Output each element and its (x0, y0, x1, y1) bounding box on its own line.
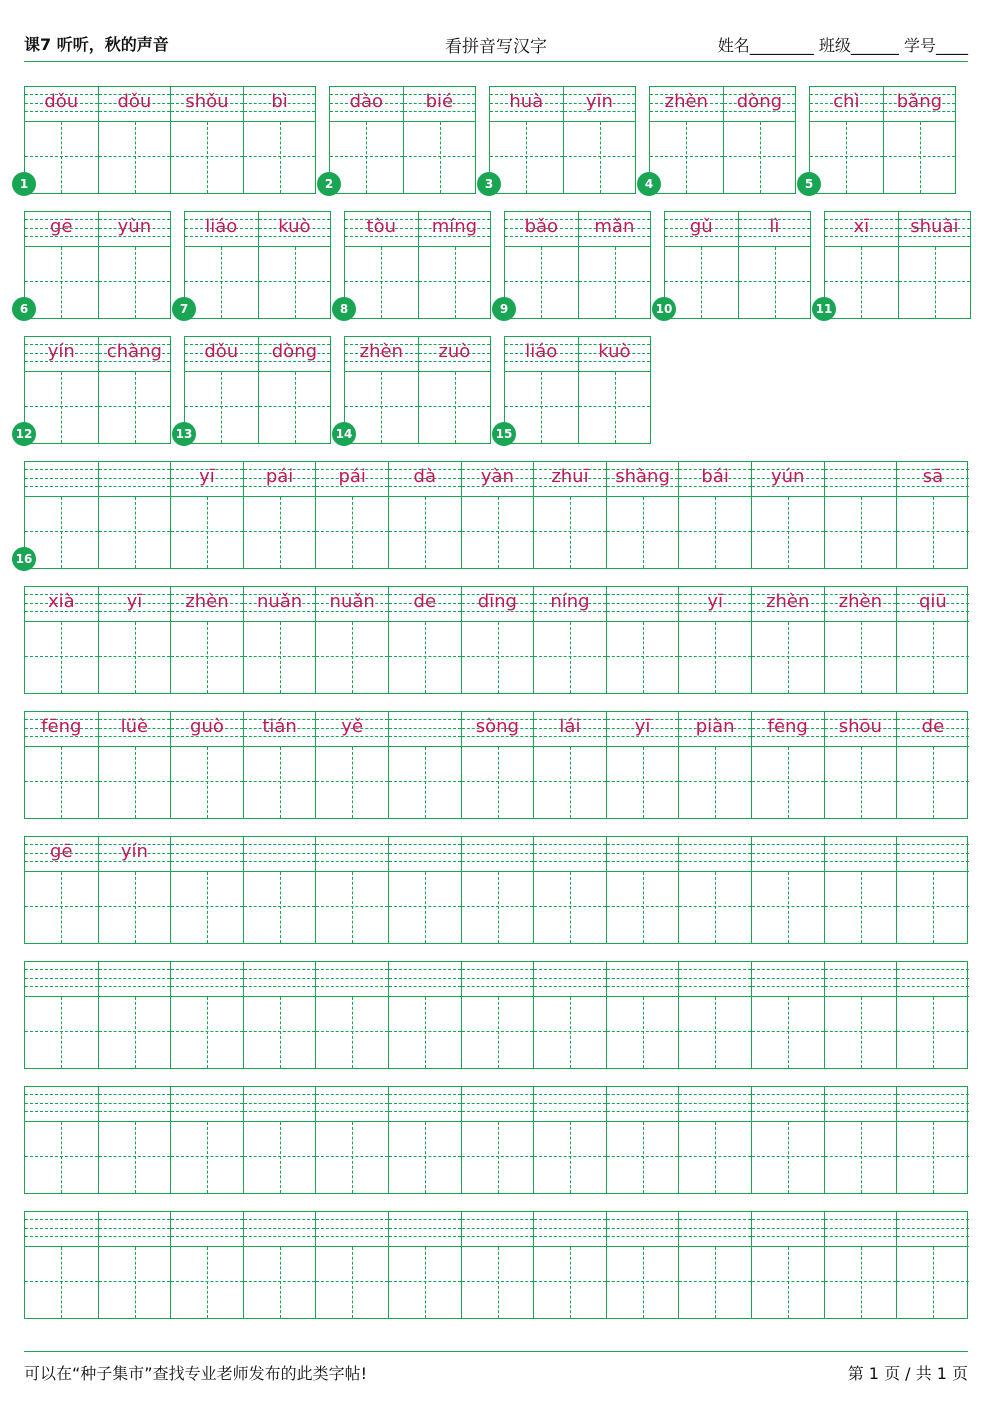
worksheet-title: 看拼音写汉字 (445, 37, 547, 57)
worksheet-header (24, 28, 968, 60)
pinyin-label: kuò (278, 216, 311, 237)
pinyin-lines (679, 837, 751, 872)
pinyin-label: zhuī (551, 466, 589, 487)
writing-cell[interactable] (533, 837, 606, 943)
pinyin-label: yīn (585, 91, 613, 112)
pinyin-label: guò (190, 716, 224, 737)
writing-cell[interactable] (723, 87, 796, 193)
question-number-badge: 8 (332, 297, 356, 321)
writing-cell[interactable] (896, 462, 969, 568)
writing-cell[interactable] (533, 962, 606, 1068)
pinyin-label: shōu (838, 716, 882, 737)
writing-cell[interactable] (533, 1087, 606, 1193)
pinyin-label: míng (431, 216, 478, 237)
writing-cell[interactable] (243, 837, 316, 943)
word-grid-1 (24, 86, 316, 194)
writing-cell[interactable] (824, 837, 897, 943)
pinyin-lines (897, 1212, 969, 1247)
pinyin-label: sòng (475, 716, 519, 737)
pinyin-label: dǒu (204, 341, 239, 362)
pinyin-label: shàng (615, 466, 670, 487)
pinyin-lines (752, 1087, 824, 1122)
header-divider (24, 61, 968, 62)
pinyin-label: zhèn (766, 591, 810, 612)
writing-cell[interactable] (388, 462, 461, 568)
writing-cell[interactable] (824, 1212, 897, 1318)
pinyin-lines (462, 1212, 534, 1247)
pinyin-lines (679, 962, 751, 997)
pinyin-label: bì (271, 91, 288, 112)
writing-cell[interactable] (243, 87, 316, 193)
writing-cell[interactable] (98, 87, 171, 193)
pinyin-label: de (921, 716, 945, 737)
pinyin-label: lái (559, 716, 581, 737)
pinyin-lines (825, 837, 897, 872)
pinyin-lines (534, 1087, 606, 1122)
pinyin-label: bái (701, 466, 729, 487)
pinyin-lines (389, 1212, 461, 1247)
writing-cell[interactable] (170, 587, 243, 693)
name-field: 姓名________ (717, 36, 814, 55)
pinyin-lines (897, 1087, 969, 1122)
writing-cell[interactable] (98, 337, 171, 443)
writing-cell[interactable] (578, 212, 651, 318)
pinyin-lines (462, 837, 534, 872)
writing-cell[interactable] (678, 1212, 751, 1318)
pinyin-lines (825, 1087, 897, 1122)
pinyin-label: yī (634, 716, 651, 737)
writing-cell[interactable] (98, 1212, 171, 1318)
writing-cell[interactable] (170, 712, 243, 818)
pinyin-label: shuài (910, 216, 959, 237)
pinyin-label: yín (47, 341, 75, 362)
question-number-badge: 3 (477, 172, 501, 196)
pinyin-label: zhèn (838, 591, 882, 612)
pinyin-label: liáo (525, 341, 558, 362)
pinyin-lines (389, 962, 461, 997)
question-number-badge: 5 (797, 172, 821, 196)
writing-cell[interactable] (170, 1087, 243, 1193)
writing-cell[interactable] (170, 1212, 243, 1318)
question-number-badge: 14 (332, 422, 356, 446)
writing-cell[interactable] (98, 712, 171, 818)
passage-row-5 (24, 961, 968, 1069)
writing-cell[interactable] (751, 962, 824, 1068)
pinyin-lines (316, 837, 388, 872)
word-grid-10 (664, 211, 811, 319)
writing-cell[interactable] (650, 87, 723, 193)
pinyin-lines (534, 1212, 606, 1247)
writing-cell[interactable] (678, 462, 751, 568)
pinyin-label: dòng (271, 341, 318, 362)
pinyin-lines (171, 962, 243, 997)
pinyin-label: chì (833, 91, 860, 112)
pinyin-lines (99, 962, 171, 997)
pinyin-label: dào (349, 91, 384, 112)
writing-cell[interactable] (345, 212, 418, 318)
writing-cell[interactable] (825, 212, 898, 318)
question-number-badge: 2 (317, 172, 341, 196)
word-grid-15 (504, 336, 651, 444)
writing-cell[interactable] (258, 337, 331, 443)
writing-cell[interactable] (25, 1212, 98, 1318)
writing-cell[interactable] (606, 837, 679, 943)
writing-cell[interactable] (25, 337, 98, 443)
question-number-badge: 15 (492, 422, 516, 446)
writing-cell[interactable] (98, 587, 171, 693)
pinyin-lines (316, 962, 388, 997)
pinyin-label: yī (126, 591, 143, 612)
writing-cell[interactable] (896, 587, 969, 693)
writing-cell[interactable] (345, 337, 418, 443)
writing-cell[interactable] (824, 962, 897, 1068)
word-grid-8 (344, 211, 491, 319)
word-grid-2 (329, 86, 476, 194)
writing-cell[interactable] (751, 837, 824, 943)
pinyin-label: lüè (120, 716, 149, 737)
word-grid-12 (24, 336, 171, 444)
pinyin-lines (99, 1087, 171, 1122)
pinyin-label: bié (425, 91, 454, 112)
pinyin-label: yī (199, 466, 215, 487)
pinyin-lines (825, 462, 897, 497)
writing-cell[interactable] (751, 1212, 824, 1318)
pinyin-lines (752, 962, 824, 997)
pinyin-lines (25, 962, 98, 997)
class-field: 班级______ (818, 36, 899, 55)
writing-cell[interactable] (388, 1212, 461, 1318)
pinyin-lines (171, 1087, 243, 1122)
writing-cell[interactable] (315, 962, 388, 1068)
writing-cell[interactable] (678, 712, 751, 818)
pinyin-lines (607, 1212, 679, 1247)
pinyin-label: dòng (736, 91, 783, 112)
pinyin-lines (25, 1212, 98, 1247)
writing-cell[interactable] (418, 212, 491, 318)
writing-cell[interactable] (258, 212, 331, 318)
writing-cell[interactable] (25, 587, 98, 693)
writing-cell[interactable] (243, 587, 316, 693)
question-number-badge: 13 (172, 422, 196, 446)
word-grid-6 (24, 211, 171, 319)
writing-cell[interactable] (533, 712, 606, 818)
pinyin-label: yún (771, 466, 805, 487)
pinyin-lines (679, 1087, 751, 1122)
pinyin-label: yě (341, 716, 364, 737)
writing-cell[interactable] (25, 837, 98, 943)
pinyin-lines (389, 712, 461, 747)
question-number-badge: 12 (12, 422, 36, 446)
writing-cell[interactable] (606, 587, 679, 693)
pinyin-label: dǒu (44, 91, 79, 112)
writing-cell[interactable] (883, 87, 956, 193)
writing-cell[interactable] (315, 837, 388, 943)
pinyin-label: xī (853, 216, 870, 237)
pinyin-label: zhèn (359, 341, 403, 362)
pinyin-label: sā (922, 466, 944, 487)
pinyin-label: zhèn (185, 591, 229, 612)
pinyin-label: yùn (117, 216, 152, 237)
pinyin-label: lì (769, 216, 780, 237)
pinyin-label: fēng (41, 716, 82, 737)
writing-cell[interactable] (896, 712, 969, 818)
writing-cell[interactable] (751, 1087, 824, 1193)
pinyin-label: bǎng (896, 91, 943, 112)
pinyin-lines (99, 1212, 171, 1247)
pinyin-label: xià (47, 591, 75, 612)
writing-cell[interactable] (533, 1212, 606, 1318)
footer-divider (24, 1351, 968, 1352)
writing-cell[interactable] (403, 87, 476, 193)
writing-cell[interactable] (315, 587, 388, 693)
pinyin-label: kuò (598, 341, 631, 362)
writing-cell[interactable] (185, 212, 258, 318)
pinyin-lines (607, 587, 679, 622)
pinyin-label: fēng (767, 716, 808, 737)
pinyin-label: huà (509, 91, 544, 112)
pinyin-label: mǎn (594, 216, 635, 237)
writing-cell[interactable] (606, 962, 679, 1068)
pinyin-lines (607, 962, 679, 997)
pinyin-lines (316, 1212, 388, 1247)
writing-cell[interactable] (898, 212, 971, 318)
passage-row-6 (24, 1086, 968, 1194)
writing-cell[interactable] (578, 337, 651, 443)
writing-cell[interactable] (25, 212, 98, 318)
pinyin-lines (752, 837, 824, 872)
question-number-badge: 16 (12, 547, 36, 571)
pinyin-label: nuǎn (329, 591, 375, 612)
pinyin-label: pái (265, 466, 294, 487)
question-number-badge: 9 (492, 297, 516, 321)
writing-cell[interactable] (751, 462, 824, 568)
writing-cell[interactable] (170, 462, 243, 568)
pinyin-lines (99, 462, 171, 497)
writing-cell[interactable] (751, 712, 824, 818)
student-info-fields (718, 33, 968, 56)
pinyin-label: yī (707, 591, 723, 612)
word-grid-11 (824, 211, 971, 319)
pinyin-lines (25, 1087, 98, 1122)
question-number-badge: 11 (812, 297, 836, 321)
writing-cell[interactable] (678, 587, 751, 693)
writing-cell[interactable] (330, 87, 403, 193)
pinyin-label: shǒu (185, 91, 229, 112)
pinyin-label: de (413, 591, 437, 612)
writing-cell[interactable] (563, 87, 636, 193)
writing-cell[interactable] (810, 87, 883, 193)
question-number-badge: 1 (12, 172, 36, 196)
writing-cell[interactable] (315, 462, 388, 568)
pinyin-lines (244, 837, 316, 872)
pinyin-lines (752, 1212, 824, 1247)
word-grid-7 (184, 211, 331, 319)
writing-cell[interactable] (170, 87, 243, 193)
question-number-badge: 6 (12, 297, 36, 321)
writing-cell[interactable] (461, 587, 534, 693)
pinyin-lines (389, 1087, 461, 1122)
writing-cell[interactable] (678, 837, 751, 943)
writing-cell[interactable] (388, 837, 461, 943)
writing-cell[interactable] (243, 1212, 316, 1318)
pinyin-label: níng (550, 591, 590, 612)
writing-cell[interactable] (678, 962, 751, 1068)
writing-cell[interactable] (824, 462, 897, 568)
pinyin-label: zhèn (664, 91, 708, 112)
pinyin-lines (462, 1087, 534, 1122)
writing-cell[interactable] (824, 712, 897, 818)
passage-row-1 (24, 461, 968, 569)
pinyin-lines (244, 1212, 316, 1247)
word-grid-14 (344, 336, 491, 444)
passage-row-2 (24, 586, 968, 694)
writing-cell[interactable] (824, 1087, 897, 1193)
writing-cell[interactable] (461, 837, 534, 943)
writing-cell[interactable] (25, 962, 98, 1068)
writing-cell[interactable] (606, 1212, 679, 1318)
pinyin-label: liáo (205, 216, 238, 237)
pinyin-label: pái (338, 466, 366, 487)
writing-cell[interactable] (606, 712, 679, 818)
word-grid-3 (489, 86, 636, 194)
pinyin-lines (607, 837, 679, 872)
pinyin-lines (389, 837, 461, 872)
pinyin-label: nuǎn (256, 591, 303, 612)
writing-cell[interactable] (388, 587, 461, 693)
pinyin-label: dīng (477, 591, 517, 612)
pinyin-lines (25, 462, 98, 497)
pinyin-lines (679, 1212, 751, 1247)
writing-cell[interactable] (505, 337, 578, 443)
pinyin-label: zuò (438, 341, 471, 362)
pinyin-lines (534, 962, 606, 997)
pinyin-lines (897, 962, 969, 997)
pinyin-label: tòu (366, 216, 397, 237)
question-number-badge: 10 (652, 297, 676, 321)
word-grid-13 (184, 336, 331, 444)
writing-cell[interactable] (606, 1087, 679, 1193)
word-grid-5 (809, 86, 956, 194)
writing-cell[interactable] (388, 962, 461, 1068)
word-grid-9 (504, 211, 651, 319)
pinyin-label: gē (50, 216, 73, 237)
writing-cell[interactable] (98, 962, 171, 1068)
pinyin-label: gǔ (689, 216, 713, 237)
writing-cell[interactable] (461, 1212, 534, 1318)
question-number-badge: 7 (172, 297, 196, 321)
writing-cell[interactable] (678, 1087, 751, 1193)
writing-cell[interactable] (315, 1212, 388, 1318)
writing-cell[interactable] (243, 712, 316, 818)
pinyin-label: gē (50, 841, 73, 862)
writing-cell[interactable] (25, 1087, 98, 1193)
writing-cell[interactable] (461, 462, 534, 568)
pinyin-lines (171, 1212, 243, 1247)
writing-cell[interactable] (243, 962, 316, 1068)
writing-cell[interactable] (25, 87, 98, 193)
writing-cell[interactable] (896, 1087, 969, 1193)
writing-cell[interactable] (98, 462, 171, 568)
writing-cell[interactable] (243, 462, 316, 568)
pinyin-label: piàn (695, 716, 735, 737)
pinyin-lines (825, 1212, 897, 1247)
passage-row-7 (24, 1211, 968, 1319)
writing-cell[interactable] (896, 1212, 969, 1318)
pinyin-label: dǒu (117, 91, 152, 112)
passage-row-3 (24, 711, 968, 819)
writing-cell[interactable] (98, 837, 171, 943)
pinyin-lines (244, 1087, 316, 1122)
pinyin-lines (244, 962, 316, 997)
pinyin-label: qiū (919, 591, 947, 612)
writing-cell[interactable] (896, 962, 969, 1068)
writing-cell[interactable] (533, 587, 606, 693)
writing-cell[interactable] (665, 212, 738, 318)
pinyin-label: tián (262, 716, 297, 737)
writing-cell[interactable] (751, 587, 824, 693)
writing-cell[interactable] (896, 837, 969, 943)
writing-cell[interactable] (738, 212, 811, 318)
writing-cell[interactable] (461, 1087, 534, 1193)
writing-cell[interactable] (505, 212, 578, 318)
student-id-field: 学号____ (903, 36, 968, 55)
writing-cell[interactable] (606, 462, 679, 568)
question-number-badge: 4 (637, 172, 661, 196)
pinyin-lines (825, 962, 897, 997)
pinyin-lines (897, 837, 969, 872)
pinyin-lines (534, 837, 606, 872)
pinyin-label: dà (413, 466, 436, 487)
lesson-title: 课7 听听，秋的声音 (24, 35, 169, 54)
writing-cell[interactable] (388, 712, 461, 818)
writing-cell[interactable] (98, 1087, 171, 1193)
writing-cell[interactable] (170, 962, 243, 1068)
pinyin-lines (462, 962, 534, 997)
writing-cell[interactable] (243, 1087, 316, 1193)
page-indicator: 第 1 页 / 共 1 页 (847, 1364, 968, 1383)
writing-cell[interactable] (461, 712, 534, 818)
writing-cell[interactable] (98, 212, 171, 318)
footer-note: 可以在“种子集市”查找专业老师发布的此类字帖! (24, 1364, 367, 1383)
pinyin-label: bǎo (524, 216, 559, 237)
writing-cell[interactable] (25, 712, 98, 818)
pinyin-lines (607, 1087, 679, 1122)
word-grid-4 (649, 86, 796, 194)
writing-cell[interactable] (170, 837, 243, 943)
pinyin-lines (316, 1087, 388, 1122)
writing-cell[interactable] (418, 337, 491, 443)
writing-cell[interactable] (490, 87, 563, 193)
writing-cell[interactable] (315, 712, 388, 818)
writing-cell[interactable] (25, 462, 98, 568)
writing-cell[interactable] (533, 462, 606, 568)
pinyin-lines (171, 837, 243, 872)
passage-row-4 (24, 836, 968, 944)
pinyin-label: yàn (480, 466, 514, 487)
writing-cell[interactable] (388, 1087, 461, 1193)
pinyin-label: chàng (106, 341, 162, 362)
writing-cell[interactable] (185, 337, 258, 443)
writing-cell[interactable] (315, 1087, 388, 1193)
writing-cell[interactable] (824, 587, 897, 693)
writing-cell[interactable] (461, 962, 534, 1068)
pinyin-label: yín (120, 841, 148, 862)
